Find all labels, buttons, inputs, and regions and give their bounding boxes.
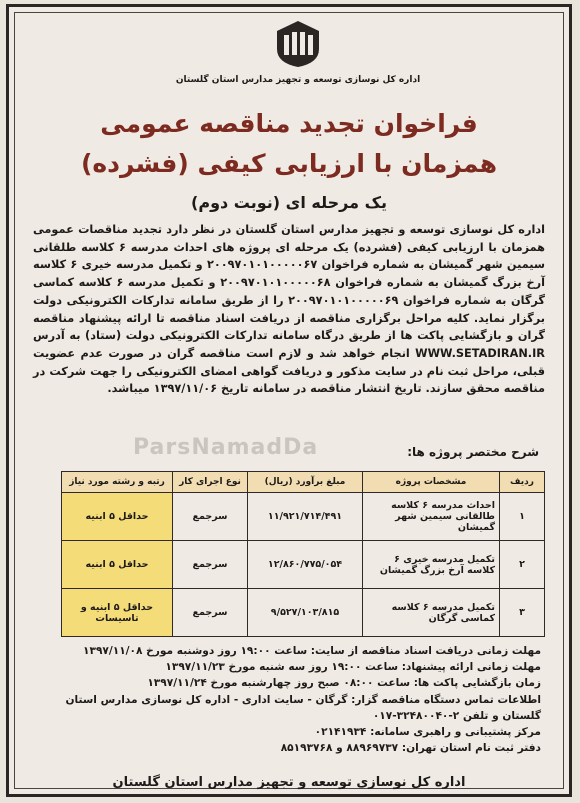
cell-project-spec: احداث مدرسه ۶ کلاسه طالقانی سیمین شهر گمیشان xyxy=(363,493,500,541)
header-required-rank: رتبه و رشته مورد نیاز xyxy=(62,472,173,493)
header-project-spec: مشخصات پروژه xyxy=(363,472,500,493)
notice-frame xyxy=(6,4,572,797)
title-line-1: فراخوان تجدید مناقصه عمومی xyxy=(100,109,478,138)
table-row xyxy=(62,493,545,541)
projects-summary-title: شرح مختصر پروژه ها: xyxy=(407,445,539,459)
organization-name-top: اداره کل نوسازی توسعه و تجهیز مدارس استان گلستان xyxy=(175,75,421,85)
table-row xyxy=(62,541,545,589)
cell-estimate: ۱۲/۸۶۰/۷۷۵/۰۵۴ xyxy=(248,541,363,589)
cell-required-rank: حداقل ۵ ابنیه xyxy=(62,541,173,589)
title-line-3: یک مرحله ای (نوبت دوم) xyxy=(191,193,387,212)
footer-line: زمان بازگشایی پاکت ها: ساعت ۰۸:۰۰ صبح روز چهارشنبه مورخ ۱۳۹۷/۱۱/۲۴ xyxy=(147,677,541,690)
projects-table xyxy=(61,471,545,637)
table-header-row xyxy=(62,472,545,493)
footer-line: دفتر ثبت نام استان تهران: ۸۸۹۶۹۷۳۷ و ۸۵۱۹۳۷۶۸ xyxy=(280,742,541,755)
cell-row-number: ۳ xyxy=(500,589,545,637)
cell-required-rank: حداقل ۵ ابنیه و تاسیسات xyxy=(62,589,173,637)
footer-line: مرکز پشتیبانی و راهبری سامانه: ۰۲۱۴۱۹۳۴ xyxy=(314,726,541,739)
footer-line: اطلاعات تماس دستگاه مناقصه گزار: گرگان - سایت اداری - اداره کل نوسازی مدارس استان گلستان و تلفن ۲-۳۲۴۸۰۰۴۰-۰۱۷ xyxy=(65,693,541,722)
footer-line: مهلت زمانی دریافت اسناد مناقصه از سایت: ساعت ۱۹:۰۰ روز دوشنبه مورخ ۱۳۹۷/۱۱/۰۸ xyxy=(83,645,541,657)
title-line-2: همزمان با ارزیابی کیفی (فشرده) xyxy=(80,149,498,178)
organization-name-bottom: اداره کل نوسازی توسعه و تجهیز مدارس استان گلستان xyxy=(112,775,466,790)
cell-row-number: ۲ xyxy=(500,541,545,589)
header-estimate: مبلغ برآورد (ریال) xyxy=(248,472,363,493)
notice-body: اداره کل نوسازی توسعه و تجهیز مدارس استان گلستان در نظر دارد تجدید مناقصات عمومی همزمان با ارزیابی کیفی (فشرده) یک مرحله ای پروژه های احداث مدرسه ۶ کلاسه طلقانی سیمین شهر گمیشان به شماره فراخوان ۲۰۰۹۷۰۱۰۱۰۰۰۰۰۶۷ و تکمیل مدرسه خیری ۶ کلاسه آرخ بزرگ گمیشان به شماره فراخوان ۲۰۰۹۷۰۱۰۱۰۰۰۰۰۶۸ و تکمیل مدرسه ۶ کلاسه کماسی گرگان به شماره فراخوان ۲۰۰۹۷۰۱۰۱۰۰۰۰۰۶۹ را از طریق سامانه تدارکات الکترونیکی دولت برگزار نماید. کلیه مراحل برگزاری مناقصه از دریافت اسناد مناقصه تا ارائه پیشنهاد مناقصه گران و بازگشایی پاکت ها از طریق درگاه سامانه تدارکات الکترونیکی دولت (ستاد) به آدرس WWW.SETADIRAN.IR انجام خواهد شد و لازم است مناقصه گران در صورت عدم عضویت قبلی، مراحل ثبت نام در سایت مذکور و دریافت گواهی امضای الکترونیکی را جهت شرکت در مناقصه محقق سازند. تاریخ انتشار مناقصه در سامانه تاریخ ۱۳۹۷/۱۱/۰۶ میباشد. xyxy=(33,223,546,396)
cell-estimate: ۱۱/۹۲۱/۷۱۴/۴۹۱ xyxy=(248,493,363,541)
cell-row-number: ۱ xyxy=(500,493,545,541)
cell-required-rank: حداقل ۵ ابنیه xyxy=(62,493,173,541)
cell-work-type: سرجمع xyxy=(173,589,248,637)
header-row-number: ردیف xyxy=(500,472,545,493)
footer-line: مهلت زمانی ارائه پیشنهاد: ساعت ۱۹:۰۰ روز سه شنبه مورخ ۱۳۹۷/۱۱/۲۳ xyxy=(165,661,541,674)
header-work-type: نوع اجرای کار xyxy=(173,472,248,493)
footer-details xyxy=(39,643,541,756)
watermark: ParsNamadDa xyxy=(133,435,319,460)
cell-estimate: ۹/۵۲۷/۱۰۳/۸۱۵ xyxy=(248,589,363,637)
cell-project-spec: تکمیل مدرسه خیری ۶ کلاسه آرخ بزرگ گمیشان xyxy=(363,541,500,589)
organization-logo-icon xyxy=(273,19,323,69)
cell-project-spec: تکمیل مدرسه ۶ کلاسه کماسی گرگان xyxy=(363,589,500,637)
cell-work-type: سرجمع xyxy=(173,493,248,541)
cell-work-type: سرجمع xyxy=(173,541,248,589)
table-row xyxy=(62,589,545,637)
notice-inner-border xyxy=(14,12,564,789)
